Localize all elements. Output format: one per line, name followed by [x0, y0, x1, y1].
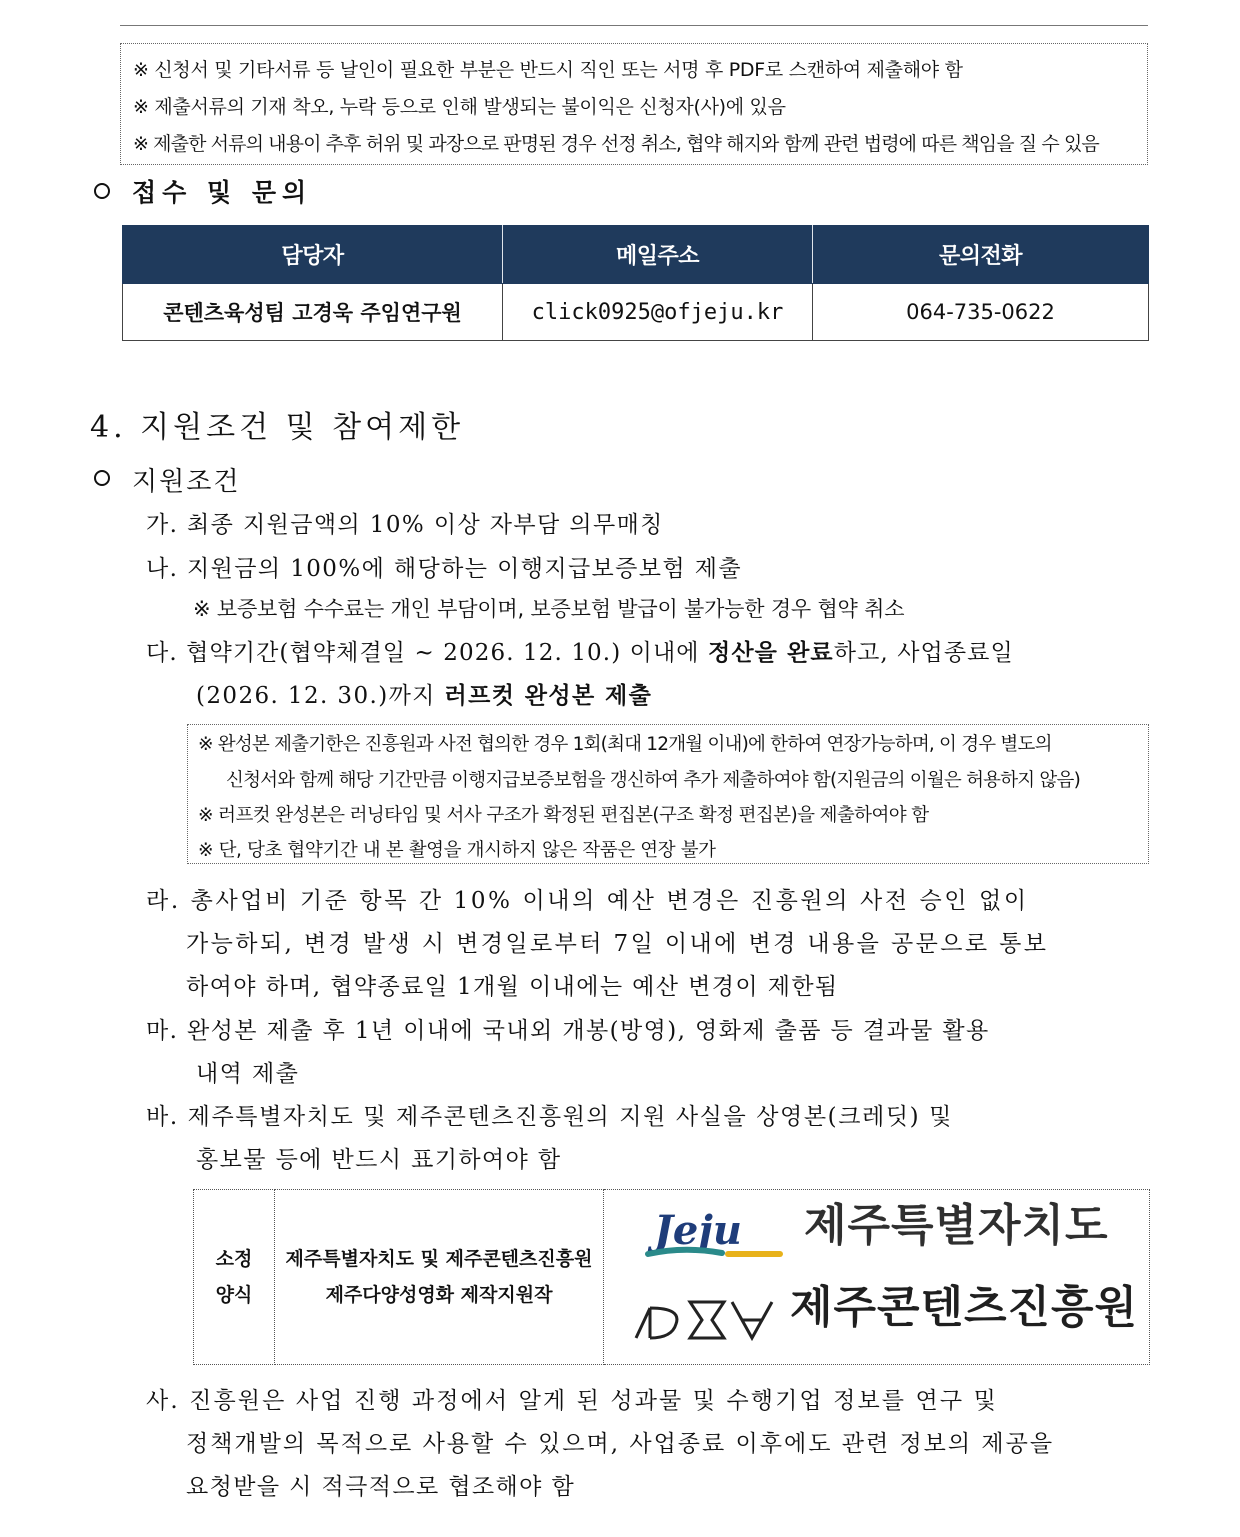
note-line: ※ 단, 당초 협약기간 내 본 촬영을 개시하지 않은 작품은 연장 불가	[198, 840, 716, 861]
item-na: 나. 지원금의 100%에 해당하는 이행지급보증보험 제출	[146, 556, 742, 582]
contact-table-row	[123, 284, 1149, 341]
item-ma-line2: 내역 제출	[196, 1061, 300, 1087]
credit-text-line: 제주다양성영화 제작지원작	[325, 1284, 553, 1306]
item-ra-line1: 라. 총사업비 기준 항목 간 10% 이내의 예산 변경은 진흥원의 사전 승인 없이	[146, 888, 1029, 914]
item-da-emphasis: 러프컷 완성본 제출	[444, 682, 653, 709]
note-line: ※ 러프컷 완성본은 러닝타임 및 서사 구조가 확정된 편집본(구조 확정 편집본)을 제출하여야 함	[198, 805, 929, 826]
item-na-note: ※ 보증보험 수수료는 개인 부담이며, 보증보험 발급이 불가능한 경우 협약 취소	[193, 597, 905, 621]
item-ba-line2: 홍보물 등에 반드시 표기하여야 함	[196, 1147, 562, 1173]
item-ba-line1: 바. 제주특별자치도 및 제주콘텐츠진흥원의 지원 사실을 상영본(크레딧) 및	[146, 1104, 953, 1130]
agency-name: 제주콘텐츠진흥원	[790, 1282, 1139, 1333]
note-line: ※ 제출서류의 기재 착오, 누락 등으로 인해 발생되는 불이익은 신청자(사)에 있음	[133, 96, 786, 118]
contact-heading: 접수 및 문의	[132, 178, 313, 207]
header-phone: 문의전화	[813, 226, 1149, 284]
header-email: 메일주소	[503, 226, 813, 284]
item-ga: 가. 최종 지원금액의 10% 이상 자부담 의무매칭	[146, 512, 664, 538]
circle-bullet-icon	[94, 183, 110, 199]
top-divider	[120, 25, 1148, 26]
circle-bullet-icon	[94, 470, 110, 486]
credit-format-label	[194, 1190, 275, 1365]
note-line: ※ 신청서 및 기타서류 등 날인이 필요한 부분은 반드시 직인 또는 서명 후 PDF로 스캔하여 제출해야 함	[133, 59, 963, 81]
phone-number: 064-735-0622	[813, 284, 1149, 341]
item-da-line1	[146, 634, 1014, 667]
section-title: 4. 지원조건 및 참여제한	[90, 410, 465, 445]
item-sa-line2: 정책개발의 목적으로 사용할 수 있으며, 사업종료 이후에도 관련 정보의 제공을	[186, 1431, 1055, 1457]
note-line: ※ 완성본 제출기한은 진흥원과 사전 협의한 경우 1회(최대 12개월 이내)에 한하여 연장가능하며, 이 경우 별도의	[198, 734, 1052, 755]
jeju-province-name: 제주특별자치도	[804, 1200, 1109, 1251]
item-da-line2	[196, 677, 652, 710]
note-line: 신청서와 함께 해당 기간만큼 이행지급보증보험을 갱신하여 추가 제출하여야 함(지원금의 이월은 허용하지 않음)	[226, 770, 1080, 791]
item-ra-line2: 가능하되, 변경 발생 시 변경일로부터 7일 이내에 변경 내용을 공문으로 통보	[186, 931, 1049, 957]
credit-logos-cell	[604, 1190, 1150, 1365]
item-da-text: 다. 협약기간(협약체결일 ~ 2026. 12. 10.) 이내에	[146, 640, 709, 666]
item-da-emphasis: 정산을 완료	[708, 639, 834, 666]
item-da-text: 하고, 사업종료일	[833, 640, 1014, 666]
item-da-text: (2026. 12. 30.)까지	[196, 683, 445, 709]
credit-format-text	[275, 1190, 604, 1365]
support-conditions-heading: 지원조건	[132, 467, 241, 497]
jeju-wordmark-icon	[644, 1206, 794, 1266]
content-agency-logo	[632, 1282, 1152, 1350]
note-line: ※ 제출한 서류의 내용이 추후 허위 및 과장으로 판명된 경우 선정 취소, 협약 해지와 함께 관련 법령에 따른 책임을 질 수 있음	[133, 133, 1099, 155]
email-link[interactable]: click0925@ofjeju.kr	[503, 284, 813, 341]
item-ma-line1: 마. 완성본 제출 후 1년 이내에 국내외 개봉(방영), 영화제 출품 등 결과물 활용	[146, 1018, 990, 1044]
item-ra-line3: 하여야 하며, 협약종료일 1개월 이내에는 예산 변경이 제한됨	[186, 974, 839, 1000]
item-sa-line3: 요청받을 시 적극적으로 협조해야 함	[186, 1474, 576, 1500]
item-sa-line1: 사. 진흥원은 사업 진행 과정에서 알게 된 성과물 및 수행기업 정보를 연구 및	[146, 1388, 998, 1414]
jeju-logo	[644, 1200, 1144, 1270]
credit-label-line: 양식	[215, 1284, 253, 1306]
header-manager: 담당자	[123, 226, 503, 284]
contact-table-header	[123, 226, 1149, 284]
credit-label-line: 소정	[215, 1248, 253, 1270]
credit-text-line: 제주특별자치도 및 제주콘텐츠진흥원	[285, 1248, 593, 1270]
submission-notes-box	[120, 43, 1148, 165]
extension-notes-box	[187, 724, 1149, 864]
contact-table	[122, 225, 1149, 341]
jeju-mark-text: Jeju	[654, 1207, 742, 1254]
credit-format-table	[193, 1189, 1150, 1365]
manager-name: 콘텐츠육성팀 고경욱 주임연구원	[123, 284, 503, 341]
agency-symbol-icon	[632, 1294, 777, 1346]
